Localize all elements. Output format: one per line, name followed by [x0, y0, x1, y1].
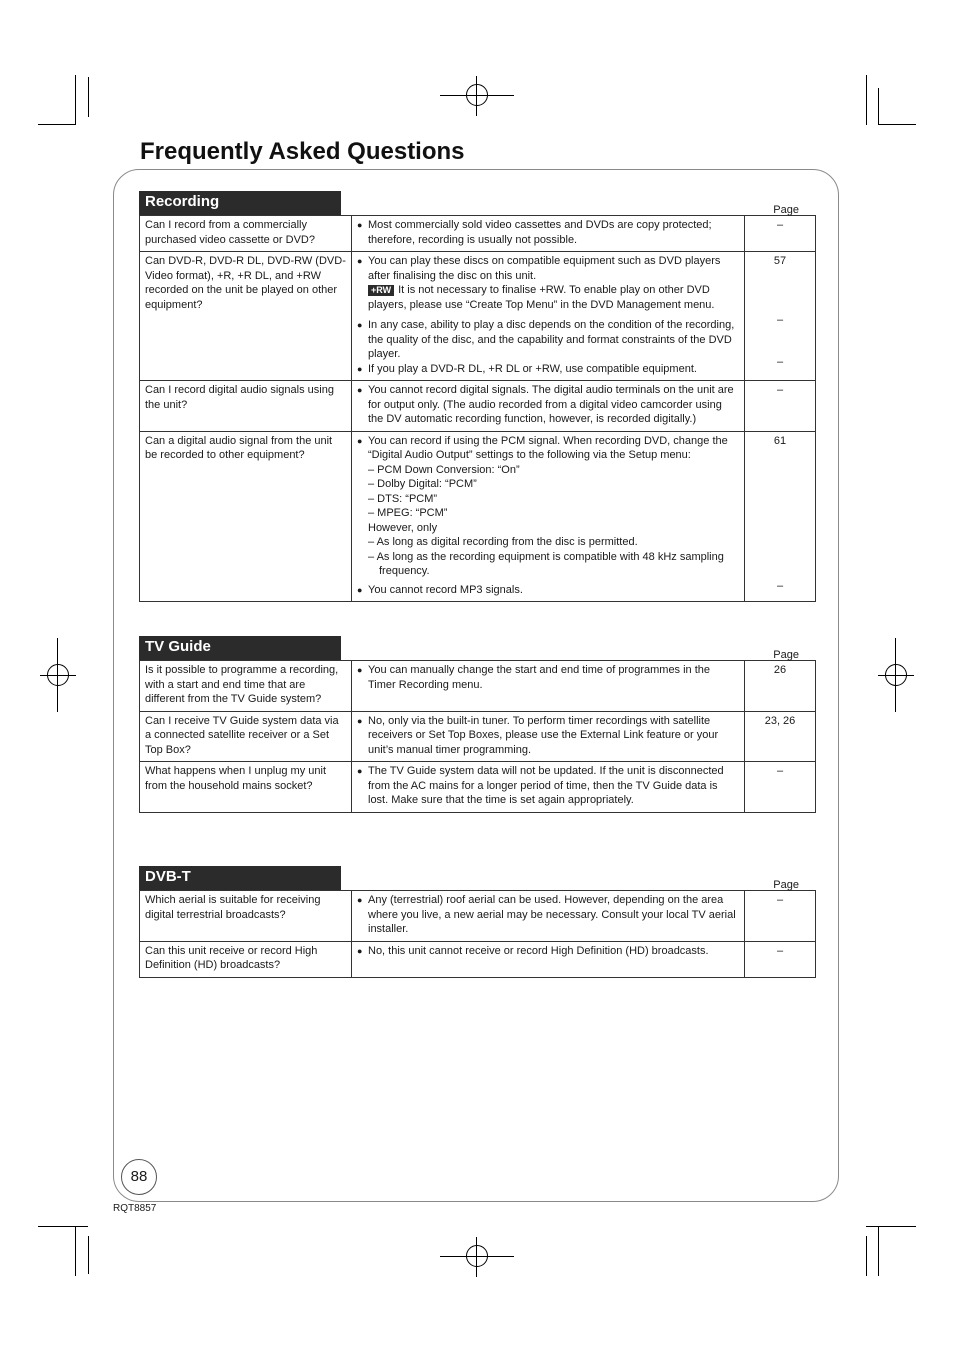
- rw-disc-badge: +RW: [368, 285, 394, 296]
- table-row: [140, 216, 816, 252]
- answer-cell: [352, 711, 745, 762]
- answer-bullet: ● You can manually change the start and end time of programmes in the Timer Recording menu.: [357, 663, 739, 692]
- table-row: [140, 381, 816, 432]
- answer-note: However, only: [368, 521, 438, 534]
- document-code: RQT8857: [113, 1203, 157, 1214]
- section-header: [139, 191, 816, 215]
- question-cell: Can DVD-R, DVD-R DL, DVD-RW (DVD-Video format), +R, +R DL, and +RW recorded on the unit be played on other equipment?: [140, 252, 352, 381]
- condition-item: – As long as the recording equipment is compatible with 48 kHz sampling frequency.: [368, 550, 724, 577]
- answer-cell: [352, 891, 745, 942]
- table-row: [140, 711, 816, 762]
- condition-item: – As long as digital recording from the disc is permitted.: [368, 536, 638, 548]
- table-row: [140, 252, 816, 381]
- answer-cell: [352, 941, 745, 977]
- setting-item: – MPEG: “PCM”: [368, 507, 448, 519]
- page-ref: –: [776, 313, 784, 326]
- question-cell: Is it possible to programme a recording, with a start and end time that are different from the TV Guide system?: [140, 661, 352, 712]
- page-column-label: Page: [773, 879, 799, 891]
- setting-item: – DTS: “PCM”: [368, 492, 438, 505]
- page-ref-cell: –: [745, 381, 816, 432]
- table-row: [140, 941, 816, 977]
- answer-bullet: ● If you play a DVD-R DL, +R DL or +RW, use compatible equipment.: [357, 362, 739, 377]
- section-header: [139, 636, 816, 660]
- section-title: DVB-T: [139, 866, 341, 890]
- table-row: [140, 762, 816, 813]
- section-header: [139, 866, 816, 890]
- answer-bullet: ● You can play these discs on compatible equipment such as DVD players after finalising the disc on this unit.: [357, 254, 739, 283]
- answer-note-text: It is not necessary to finalise +RW. To enable play on other DVD players, please use “Create Top Menu” in the DVD Management menu.: [368, 284, 715, 311]
- section-recording: [139, 191, 816, 602]
- question-cell: Can I receive TV Guide system data via a connected satellite receiver or a Set Top Box?: [140, 711, 352, 762]
- question-cell: Which aerial is suitable for receiving digital terrestrial broadcasts?: [140, 891, 352, 942]
- page-ref-cell: –: [745, 941, 816, 977]
- page-ref-cell: 26: [745, 661, 816, 712]
- table-row: [140, 431, 816, 602]
- question-cell: Can I record from a commercially purchased video cassette or DVD?: [140, 216, 352, 252]
- section-dvb-t: [139, 866, 816, 978]
- answer-bullet: ● Most commercially sold video cassettes and DVDs are copy protected; therefore, recording is usually not possible.: [357, 218, 739, 247]
- page-ref: –: [776, 580, 784, 592]
- page-column-label: Page: [773, 649, 799, 661]
- page-ref-cell: –: [745, 891, 816, 942]
- answer-cell: [352, 431, 745, 602]
- question-cell: What happens when I unplug my unit from the household mains socket?: [140, 762, 352, 813]
- section-tv-guide: [139, 636, 816, 813]
- answer-cell: [352, 216, 745, 252]
- table-row: [140, 661, 816, 712]
- answer-note: [357, 283, 739, 312]
- answer-bullet: ● You cannot record digital signals. The digital audio terminals on the unit are for output only. (The audio recorded from a digital video camcorder using the DV automatic recording function, however, is recorded digitally.): [357, 383, 739, 427]
- faq-table: [139, 215, 816, 602]
- answer-bullet: ● No, only via the built-in tuner. To perform timer recordings with satellite receivers or Set Top Boxes, please use the External Link feature or your unit’s manual timer programming.: [357, 714, 739, 758]
- section-title: TV Guide: [139, 636, 341, 660]
- section-title: Recording: [139, 191, 341, 215]
- setting-item: – Dolby Digital: “PCM”: [368, 478, 477, 490]
- question-cell: Can a digital audio signal from the unit be recorded to other equipment?: [140, 431, 352, 602]
- page-ref: –: [776, 356, 784, 368]
- answer-cell: [352, 661, 745, 712]
- page-ref-cell: 23, 26: [745, 711, 816, 762]
- answer-bullet: ● Any (terrestrial) roof aerial can be used. However, depending on the area where you live, a new aerial may be necessary. Consult your local TV aerial installer.: [357, 893, 739, 937]
- faq-table: [139, 890, 816, 978]
- page-ref-cell: –: [745, 216, 816, 252]
- answer-bullet: ● You cannot record MP3 signals.: [357, 583, 739, 598]
- page-title: Frequently Asked Questions: [140, 138, 465, 165]
- question-cell: Can this unit receive or record High Definition (HD) broadcasts?: [140, 941, 352, 977]
- answer-bullet: ● The TV Guide system data will not be updated. If the unit is disconnected from the AC mains for a longer period of time, then the TV Guide data is lost. Make sure that the time is set again appropriately.: [357, 764, 739, 808]
- table-row: [140, 891, 816, 942]
- page-ref: 57: [773, 255, 787, 267]
- faq-table: [139, 660, 816, 813]
- question-cell: Can I record digital audio signals using the unit?: [140, 381, 352, 432]
- page-column-label: Page: [773, 204, 799, 216]
- answer-bullet: ● No, this unit cannot receive or record High Definition (HD) broadcasts.: [357, 944, 739, 959]
- answer-bullet: ● You can record if using the PCM signal. When recording DVD, change the “Digital Audio Output” settings to the following via the Setup menu:: [357, 434, 739, 463]
- answer-cell: [352, 252, 745, 381]
- page-ref-cell: [745, 431, 816, 602]
- answer-cell: [352, 381, 745, 432]
- answer-cell: [352, 762, 745, 813]
- answer-bullet: ● In any case, ability to play a disc depends on the condition of the recording, the quality of the disc, and the capability and format constraints of the DVD player.: [357, 318, 739, 362]
- page-ref-cell: [745, 252, 816, 381]
- page-ref-cell: –: [745, 762, 816, 813]
- page-number: 88: [121, 1159, 157, 1195]
- setting-item: – PCM Down Conversion: “On”: [368, 463, 520, 476]
- page-ref: 61: [773, 434, 787, 447]
